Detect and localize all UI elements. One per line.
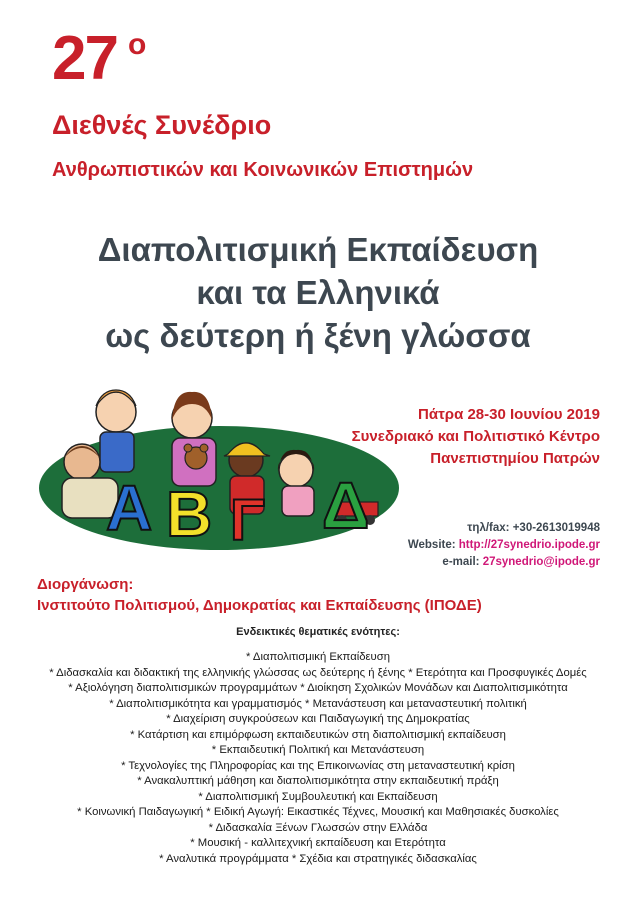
child-figure-left (96, 390, 136, 472)
email-row (408, 554, 600, 571)
conference-number: 27 (52, 24, 117, 93)
topic-item: * Μουσική - καλλιτεχνική εκπαίδευση και Ετερότητα (190, 837, 446, 849)
topic-item: * Διδασκαλία Ξένων Γλωσσών στην Ελλάδα (208, 821, 428, 834)
contact-block (408, 520, 600, 571)
conference-subtitle: Ανθρωπιστικών και Κοινωνικών Επιστημών (52, 159, 474, 181)
email-link[interactable]: 27synedrio@ipode.gr (482, 556, 600, 568)
topic-item: * Εκπαιδευτική Πολιτική και Μετανάστευση (211, 744, 425, 756)
event-info (352, 404, 600, 470)
topic-item: * Αναλυτικά προγράμματα * Σχέδια και στρατηγικές διδασκαλίας (159, 852, 477, 865)
phone-number: +30-2613019948 (512, 522, 600, 534)
event-venue-line-2: Πανεπιστημίου Πατρών (430, 450, 600, 467)
letter-delta: Δ (322, 468, 370, 542)
ordinal-suffix: o (128, 28, 147, 61)
organizer-label: Διοργάνωση: (37, 576, 134, 593)
event-dates: Πάτρα 28-30 Ιουνίου 2019 (418, 406, 600, 423)
children-alphabet-illustration (34, 360, 404, 560)
topic-item: * Διαπολιτισμικότητα και γραμματισμός * Μετανάστευση και μεταναστευτική πολιτική (109, 697, 527, 710)
topic-item: * Ανακαλυπτική μάθηση και διαπολιτισμικότητα στην εκπαιδευτική πράξη (137, 775, 499, 787)
email-label: e-mail: (442, 556, 480, 568)
theme-line-2: και τα Ελληνικά (196, 274, 440, 311)
theme-line-1: Διαπολιτισμική Εκπαίδευση (97, 231, 539, 268)
website-row (408, 537, 600, 554)
topic-item: * Τεχνολογίες της Πληροφορίας και της Επικοινωνίας στη μεταναστευτική κρίση (121, 759, 515, 772)
organizer-name: Ινστιτούτο Πολιτισμού, Δημοκρατίας και Εκπαίδευσης (ΙΠΟΔΕ) (37, 597, 482, 614)
topic-item: * Διαχείριση συγκρούσεων και Παιδαγωγική της Δημοκρατίας (166, 713, 470, 725)
conference-theme (0, 228, 636, 357)
topic-item: * Κοινωνική Παιδαγωγική * Ειδική Αγωγή: Εικαστικές Τέχνες, Μουσική και Μαθησιακές δυσκολίες (77, 806, 559, 818)
topic-item: * Διαπολιτισμική Συμβουλευτική και Εκπαίδευση (198, 790, 438, 803)
theme-line-3: ως δεύτερη ή ξένη γλώσσα (105, 317, 531, 354)
topics-heading: Ενδεικτικές θεματικές ενότητες: (236, 626, 400, 638)
topic-item: * Αξιολόγηση διαπολιτισμικών προγραμμάτων * Διοίκηση Σχολικών Μονάδων και Διαπολιτισμικότητα (68, 682, 568, 694)
letter-alpha: Α (106, 472, 153, 544)
phone-row (408, 520, 600, 537)
topic-item: * Κατάρτιση και επιμόρφωση εκπαιδευτικών στη διαπολιτισμική εκπαίδευση (130, 728, 506, 741)
letter-gamma: Γ (230, 488, 265, 553)
website-link[interactable]: http://27synedrio.ipode.gr (458, 539, 600, 551)
phone-label: τηλ/fax: (467, 522, 510, 534)
topic-item: * Διαπολιτισμική Εκπαίδευση (245, 651, 390, 663)
teddy-bear (184, 444, 208, 469)
topic-item: * Διδασκαλία και διδακτική της ελληνικής γλώσσας ως δεύτερης ή ξένης * Ετερότητα και Προσφυγικές Δομές (49, 666, 587, 679)
letter-beta: Β (166, 478, 213, 550)
event-venue-line-1: Συνεδριακό και Πολιτιστικό Κέντρο (351, 428, 600, 445)
organizer-block (37, 574, 482, 616)
website-label: Website: (407, 539, 456, 551)
topics-list (0, 650, 636, 867)
conference-title: Διεθνές Συνέδριο (52, 110, 272, 140)
child-figure-center (172, 392, 216, 486)
